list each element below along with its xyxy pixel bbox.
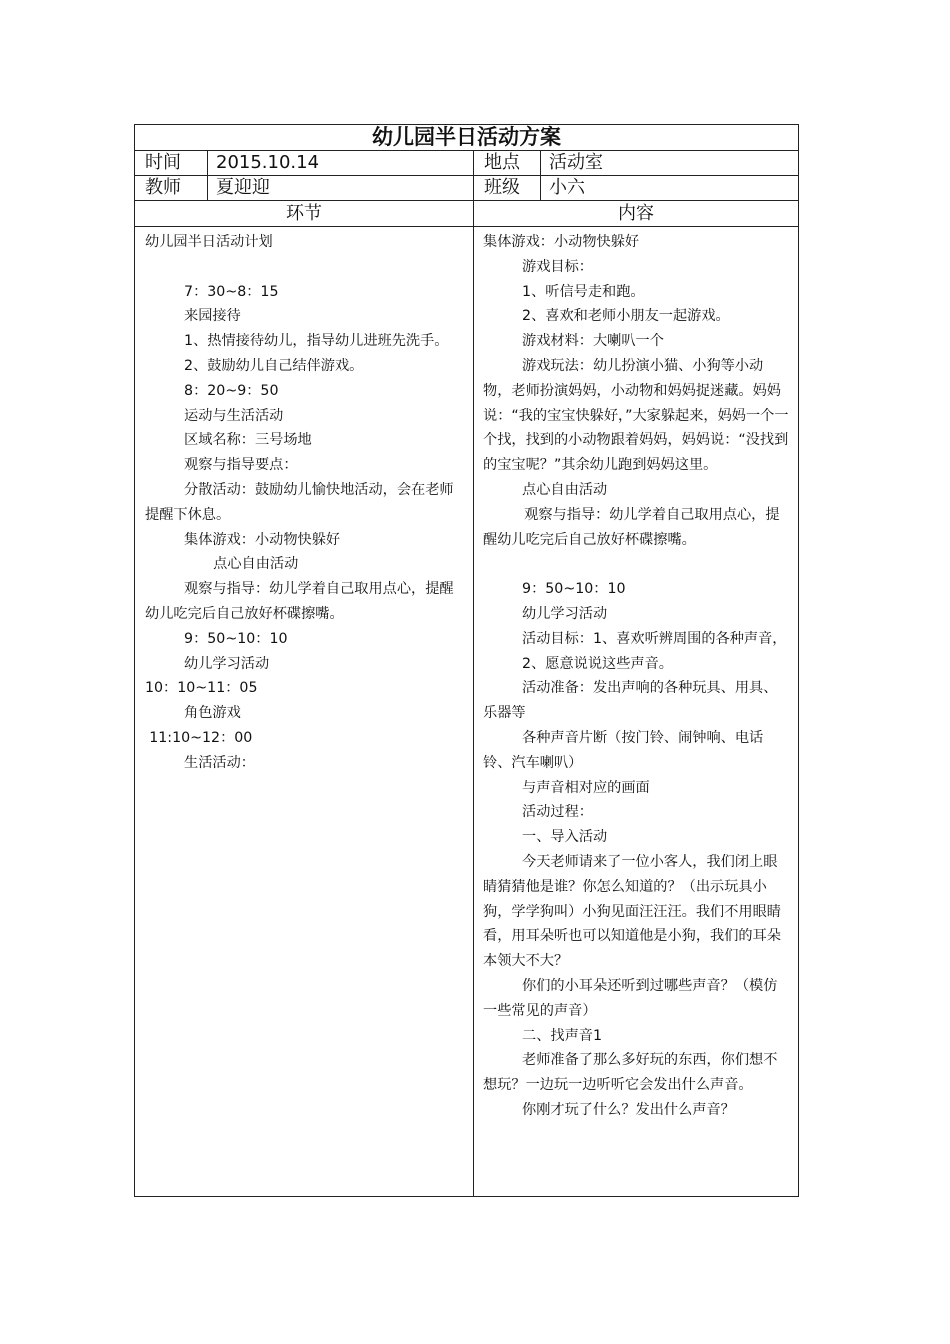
content-paragraph: 与声音相对应的画面	[522, 779, 650, 796]
content-paragraph: 观察与指导：幼儿学着自己取用点心，提醒幼儿吃完后自己放好杯碟擦嘴。	[483, 506, 780, 548]
segment-paragraph	[145, 255, 465, 280]
segment-paragraph: 2、鼓励幼儿自己结伴游戏。	[184, 357, 364, 374]
content-paragraph: 二、找声音1	[522, 1027, 603, 1044]
content-paragraph: 幼儿学习活动	[522, 605, 608, 622]
column-header-content: 内容	[474, 201, 799, 227]
content-paragraph: 游戏玩法：幼儿扮演小猫、小狗等小动物，老师扮演妈妈，小动物和妈妈捉迷藏。妈妈说：“我的宝宝快躲好，”大家躲起来，妈妈一个一个找，找到的小动物跟着妈妈，妈妈说：“没找到的宝宝呢？”其余幼儿跑到妈妈这里。	[483, 357, 789, 474]
content-paragraph	[483, 552, 790, 577]
content-paragraph: 老师准备了那么多好玩的东西，你们想不想玩？一边玩一边听听它会发出什么声音。	[483, 1052, 778, 1094]
content-paragraph: 集体游戏：小动物快躲好	[483, 234, 640, 250]
document-title: 幼儿园半日活动方案	[135, 125, 799, 151]
content-paragraph: 2、喜欢和老师小朋友一起游戏。	[522, 308, 730, 325]
segment-paragraph: 角色游戏	[184, 705, 241, 722]
segment-paragraph: 观察与指导：幼儿学着自己取用点心，提醒幼儿吃完后自己放好杯碟擦嘴。	[145, 581, 454, 622]
column-header-segment: 环节	[135, 201, 474, 227]
content-paragraph: 你刚才玩了什么？发出什么声音？	[522, 1101, 735, 1118]
content-paragraph: 9：50~10：10	[522, 581, 626, 598]
segment-paragraph: 1、热情接待幼儿，指导幼儿进班先洗手。	[184, 333, 449, 350]
segment-paragraph: 9：50~10：10	[184, 630, 288, 647]
time-label: 时间	[135, 151, 208, 176]
content-paragraph: 活动目标：1、喜欢听辨周围的各种声音，	[522, 630, 787, 647]
place-value: 活动室	[541, 151, 799, 176]
content-paragraph: 你们的小耳朵还听到过哪些声音？（模仿一些常见的声音）	[483, 977, 778, 1019]
class-label: 班级	[474, 176, 541, 201]
class-value: 小六	[541, 176, 799, 201]
content-paragraph: 今天老师请来了一位小客人，我们闭上眼睛猜猜他是谁？你怎么知道的？（出示玩具小狗，学学狗叫）小狗见面汪汪汪。我们不用眼睛看，用耳朵听也可以知道他是小狗，我们的耳朵本领大不大？	[483, 853, 781, 970]
place-label: 地点	[474, 151, 541, 176]
teacher-label: 教师	[135, 176, 208, 201]
content-paragraph: 游戏材料：大喇叭一个	[522, 333, 664, 350]
teacher-value: 夏迎迎	[208, 176, 474, 201]
content-paragraph: 2、愿意说说这些声音。	[522, 655, 673, 672]
content-paragraph: 一、导入活动	[522, 829, 608, 846]
segment-paragraph: 幼儿园半日活动计划	[145, 234, 273, 250]
segment-paragraph: 集体游戏：小动物快躲好	[184, 531, 341, 548]
segment-paragraph: 区域名称：三号场地	[184, 432, 312, 449]
segment-paragraph: 观察与指导要点：	[184, 457, 298, 474]
content-paragraph: 游戏目标：	[522, 258, 593, 275]
segment-text-block	[135, 227, 473, 776]
content-paragraph: 点心自由活动	[522, 481, 608, 498]
segment-paragraph: 点心自由活动	[213, 556, 299, 573]
content-paragraph: 活动过程：	[522, 804, 593, 821]
segment-paragraph: 10：10~11：05	[145, 680, 258, 697]
time-value: 2015.10.14	[208, 151, 474, 176]
segment-paragraph: 11:10~12：00	[149, 729, 253, 746]
segment-paragraph: 分散活动：鼓励幼儿愉快地活动，会在老师提醒下休息。	[145, 481, 454, 523]
content-paragraph: 活动准备：发出声响的各种玩具、用具、乐器等	[483, 680, 778, 722]
content-column	[474, 227, 799, 1197]
segment-paragraph: 来园接待	[184, 308, 241, 325]
segment-paragraph: 8：20~9：50	[184, 382, 279, 399]
content-text-block	[474, 227, 798, 1123]
segment-column	[135, 227, 474, 1197]
content-paragraph: 各种声音片断（按门铃、闹钟响、电话铃、汽车喇叭）	[483, 729, 764, 771]
content-paragraph: 1、听信号走和跑。	[522, 283, 645, 300]
segment-paragraph: 幼儿学习活动	[184, 655, 270, 672]
segment-paragraph: 运动与生活活动	[184, 407, 284, 424]
segment-paragraph: 7：30~8：15	[184, 283, 279, 300]
segment-paragraph: 生活活动：	[184, 754, 255, 771]
activity-plan-table	[134, 124, 799, 1197]
